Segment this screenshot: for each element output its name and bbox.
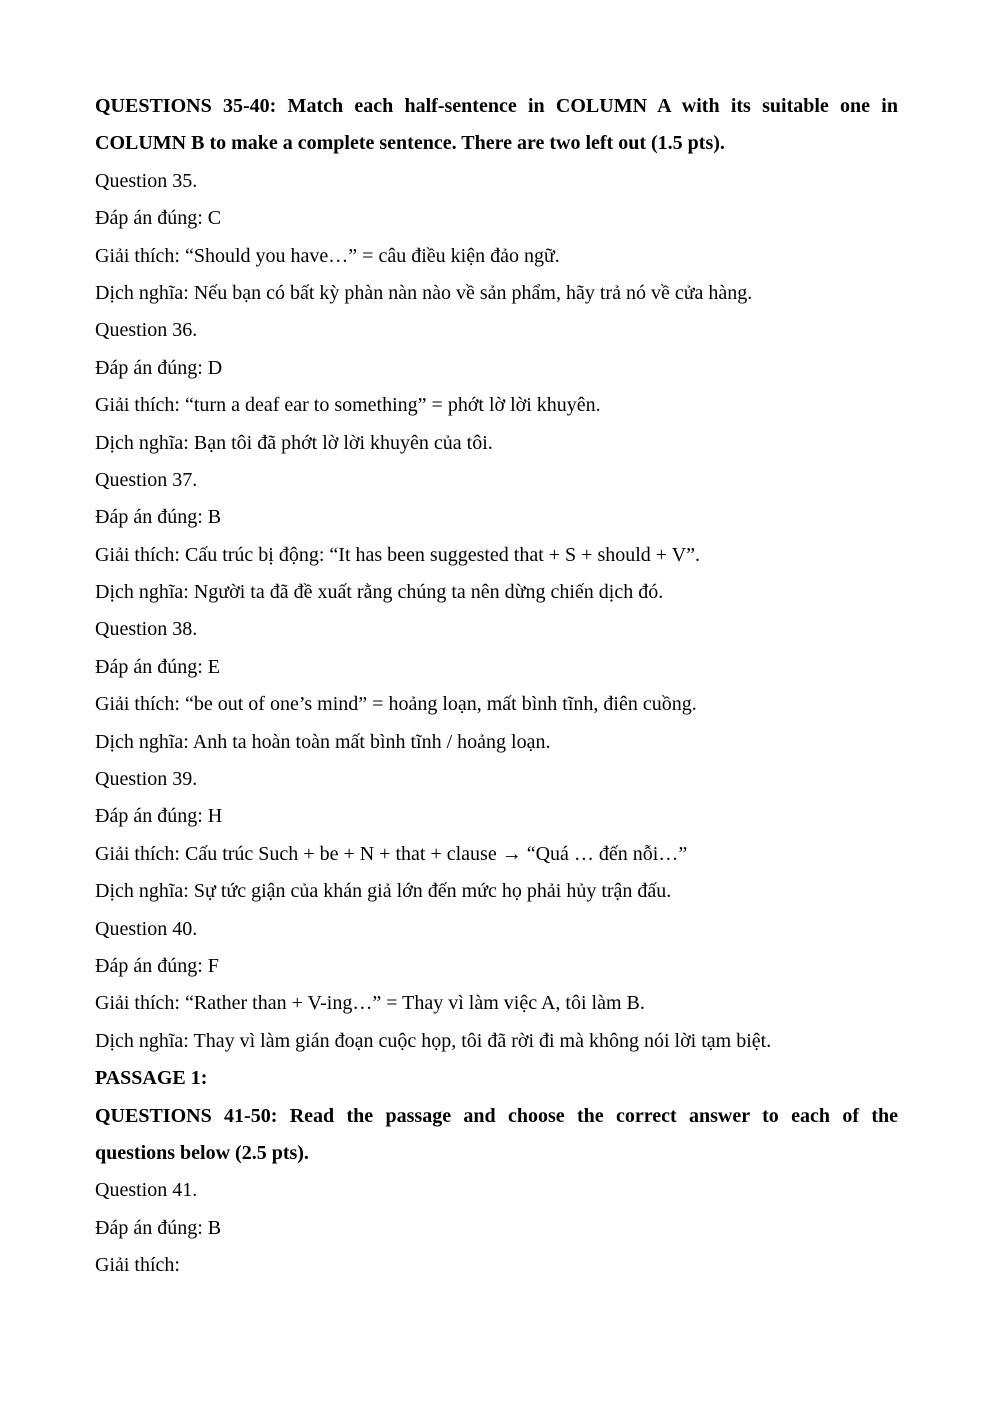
question-title: Question 41. bbox=[95, 1179, 198, 1202]
correct-answer: Đáp án đúng: C bbox=[95, 207, 222, 230]
question-block bbox=[95, 312, 898, 462]
correct-answer: Đáp án đúng: B bbox=[95, 506, 222, 529]
passage-instruction-line-1: QUESTIONS 41-50: Read the passage and choose the correct answer to each of the bbox=[95, 1104, 898, 1127]
question-title: Question 35. bbox=[95, 169, 198, 192]
correct-answer: Đáp án đúng: H bbox=[95, 805, 223, 828]
question-title: Question 38. bbox=[95, 618, 198, 641]
question-block bbox=[95, 911, 898, 1061]
translation: Dịch nghĩa: Anh ta hoàn toàn mất bình tĩnh / hoảng loạn. bbox=[95, 730, 551, 753]
question-block bbox=[95, 462, 898, 612]
translation: Dịch nghĩa: Bạn tôi đã phớt lờ lời khuyên của tôi. bbox=[95, 431, 493, 454]
explanation: Giải thích: bbox=[95, 1254, 180, 1277]
correct-answer: Đáp án đúng: F bbox=[95, 954, 219, 977]
translation: Dịch nghĩa: Nếu bạn có bất kỳ phàn nàn nào về sản phẩm, hãy trả nó về cửa hàng. bbox=[95, 281, 753, 304]
question-title: Question 37. bbox=[95, 468, 198, 491]
explanation: Giải thích: Cấu trúc bị động: “It has been suggested that + S + should + V”. bbox=[95, 543, 701, 566]
question-title: Question 36. bbox=[95, 319, 198, 342]
question-block bbox=[95, 1172, 898, 1284]
explanation: Giải thích: “be out of one’s mind” = hoảng loạn, mất bình tĩnh, điên cuồng. bbox=[95, 693, 697, 716]
correct-answer: Đáp án đúng: D bbox=[95, 356, 223, 379]
passage-instruction-line-2: questions below (2.5 pts). bbox=[95, 1141, 309, 1164]
question-block bbox=[95, 611, 898, 761]
section-heading-line-2: COLUMN B to make a complete sentence. There are two left out (1.5 pts). bbox=[95, 132, 725, 155]
explanation: Giải thích: “turn a deaf ear to something” = phớt lờ lời khuyên. bbox=[95, 394, 601, 417]
correct-answer: Đáp án đúng: B bbox=[95, 1216, 222, 1239]
question-title: Question 39. bbox=[95, 768, 198, 791]
correct-answer: Đáp án đúng: E bbox=[95, 655, 220, 678]
explanation: Giải thích: Cấu trúc Such + be + N + that + clause → “Quá … đến nỗi…” bbox=[95, 842, 688, 865]
translation: Dịch nghĩa: Sự tức giận của khán giả lớn đến mức họ phải hủy trận đấu. bbox=[95, 880, 672, 903]
passage-title: PASSAGE 1: bbox=[95, 1067, 208, 1090]
question-title: Question 40. bbox=[95, 917, 198, 940]
explanation: Giải thích: “Should you have…” = câu điều kiện đảo ngữ. bbox=[95, 244, 560, 267]
document-page bbox=[95, 88, 898, 1285]
translation: Dịch nghĩa: Thay vì làm gián đoạn cuộc họp, tôi đã rời đi mà không nói lời tạm biệt. bbox=[95, 1029, 772, 1052]
section-heading-line-1: QUESTIONS 35-40: Match each half-sentence in COLUMN A with its suitable one in bbox=[95, 95, 898, 117]
question-block bbox=[95, 163, 898, 313]
explanation: Giải thích: “Rather than + V-ing…” = Thay vì làm việc A, tôi làm B. bbox=[95, 992, 645, 1015]
question-block bbox=[95, 761, 898, 911]
translation: Dịch nghĩa: Người ta đã đề xuất rằng chúng ta nên dừng chiến dịch đó. bbox=[95, 581, 664, 604]
